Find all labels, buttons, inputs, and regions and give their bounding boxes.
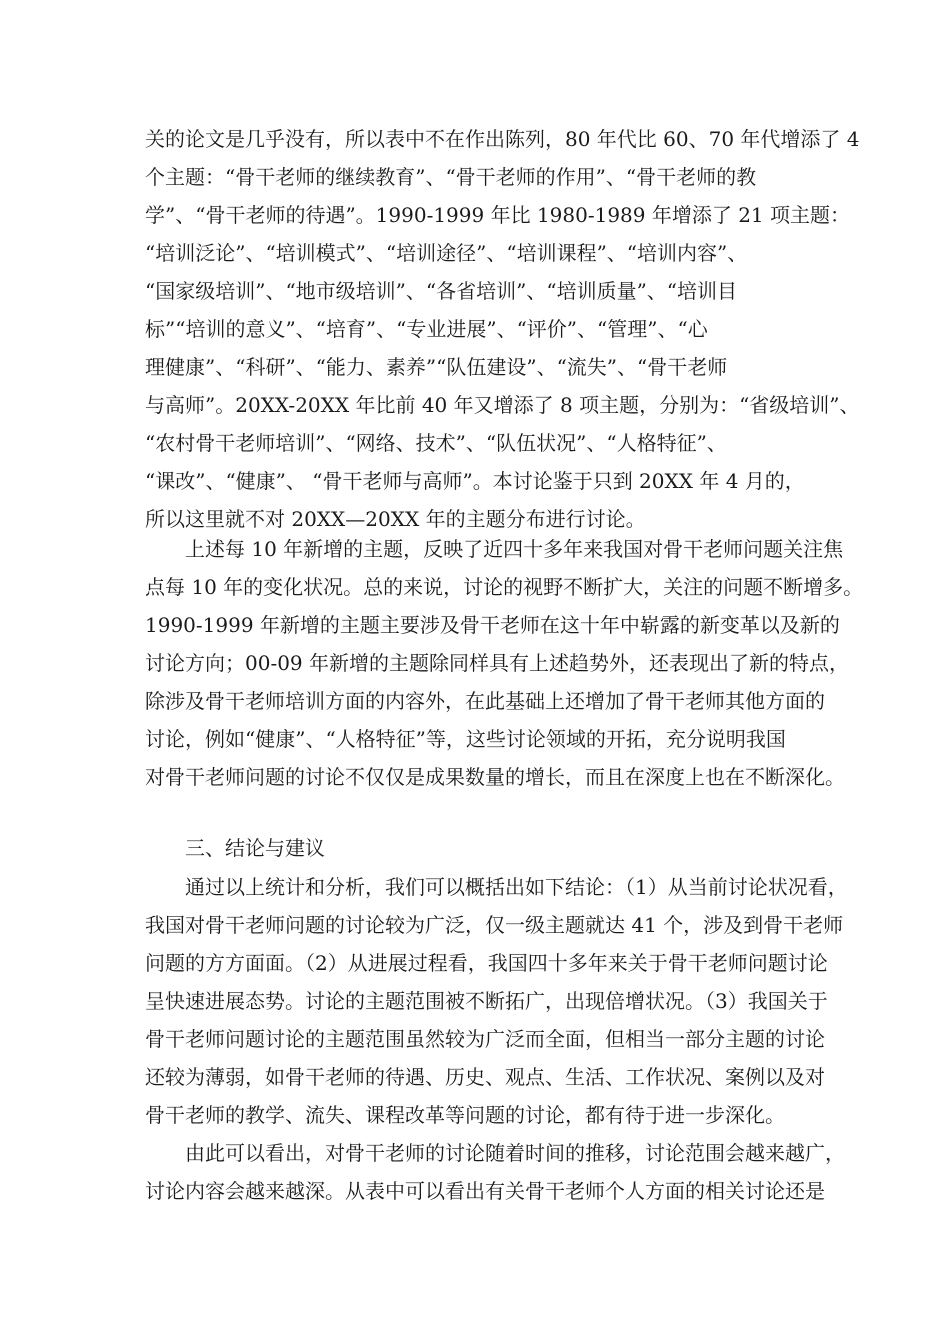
text-line: 通过以上统计和分析，我们可以概括出如下结论：（1）从当前讨论状况看， [185,875,848,899]
text-line: “国家级培训”、“地市级培训”、“各省培训”、“培训质量”、“培训目 [145,279,738,303]
text-line: 上述每 10 年新增的主题，反映了近四十多年来我国对骨干老师问题关注焦 [185,537,844,561]
text-line: 讨论内容会越来越深。从表中可以看出有关骨干老师个人方面的相关讨论还是 [145,1179,825,1203]
text-line: “课改”、“健康”、 “骨干老师与高师”。本讨论鉴于只到 20XX 年 4 月的， [145,469,805,493]
text-line: 学”、“骨干老师的待遇”。1990-1999 年比 1980-1989 年增添了 21 项主题： [145,203,851,227]
text-line: 与高师”。20XX-20XX 年比前 40 年又增添了 8 项主题，分别为：“省级培训”、 [145,393,860,417]
text-line: 呈快速进展态势。讨论的主题范围被不断拓广，出现倍增状况。（3）我国关于 [145,989,828,1013]
text-line: 理健康”、“科研”、“能力、素养”“队伍建设”、“流失”、“骨干老师 [145,355,728,379]
section-title: 三、结论与建议 [185,836,325,860]
text-line: 个主题：“骨干老师的继续教育”、“骨干老师的作用”、“骨干老师的教 [145,165,757,189]
text-line: 由此可以看出，对骨干老师的讨论随着时间的推移，讨论范围会越来越广， [185,1141,845,1165]
text-line: 除涉及骨干老师培训方面的内容外，在此基础上还增加了骨干老师其他方面的 [145,689,825,713]
text-line: 我国对骨干老师问题的讨论较为广泛，仅一级主题就达 41 个，涉及到骨干老师 [145,913,844,937]
text-line: “农村骨干老师培训”、“网络、技术”、“队伍状况”、“人格特征”、 [145,431,727,455]
text-line: 问题的方方面面。（2）从进展过程看，我国四十多年来关于骨干老师问题讨论 [145,951,828,975]
text-line: 1990-1999 年新增的主题主要涉及骨干老师在这十年中崭露的新变革以及新的 [145,613,840,637]
text-line: 骨干老师的教学、流失、课程改革等问题的讨论，都有待于进一步深化。 [145,1103,785,1127]
text-line: 还较为薄弱，如骨干老师的待遇、历史、观点、生活、工作状况、案例以及对 [145,1065,825,1089]
text-line: 讨论方向；00-09 年新增的主题除同样具有上述趋势外，还表现出了新的特点， [145,651,850,675]
text-line: 骨干老师问题讨论的主题范围虽然较为广泛而全面，但相当一部分主题的讨论 [145,1027,825,1051]
text-line: 标”“培训的意义”、“培育”、“专业进展”、“评价”、“管理”、“心 [145,317,708,341]
text-line: 点每 10 年的变化状况。总的来说，讨论的视野不断扩大，关注的问题不断增多。 [145,575,864,599]
text-line: 对骨干老师问题的讨论不仅仅是成果数量的增长，而且在深度上也在不断深化。 [145,765,845,789]
text-line: “培训泛论”、“培训模式”、“培训途径”、“培训课程”、“培训内容”、 [145,241,748,265]
text-line: 所以这里就不对 20XX—20XX 年的主题分布进行讨论。 [145,507,646,531]
text-line: 关的论文是几乎没有，所以表中不在作出陈列，80 年代比 60、70 年代增添了 4 [145,127,860,151]
text-line: 讨论，例如“健康”、“人格特征”等，这些讨论领域的开拓，充分说明我国 [145,727,786,751]
